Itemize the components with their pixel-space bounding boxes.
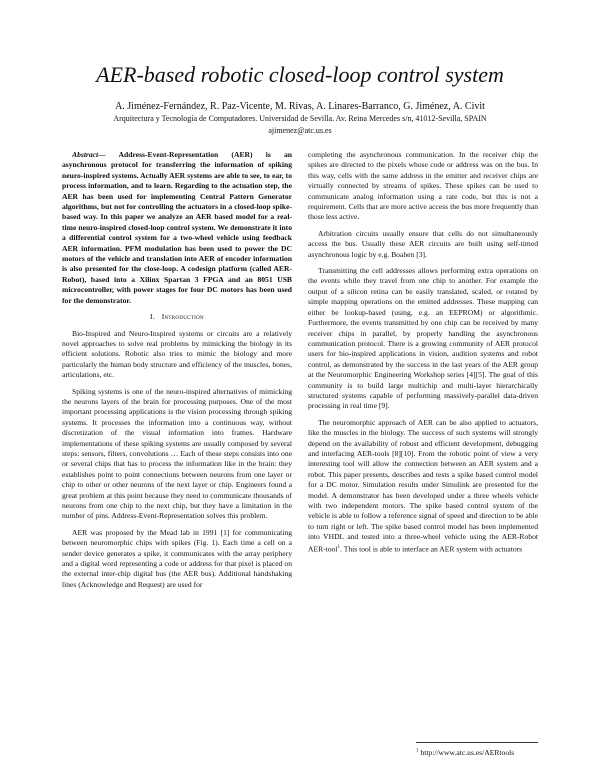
intro-paragraph-2: Spiking systems is one of the neuro-inspired alternatives of mimicking the neurons layers of the brain for processing purposes. One of the most important processing applications is the vision processing through spiking systems. It processes the information into a continuous way, without discretization of the visual information into frames. Hardware implementations of these spiking systems are usually composed by several steps: sensors, filters, convolutions … Each of these steps consists into one or several chips that has to process the information like in the brain: they establishes point to point connections between neurons from one layer or chip to other or other neurons of the next layer or chip. Engineers found a great problem at this point because they need to communicate thousands of neurons from one chip to the next chip, but they have a limitation in the number of pins. Address-Event-Representation solves this problem. bbox=[62, 386, 292, 521]
body-paragraph-2: Arbitration circuits usually ensure that cells do not simultaneously access the bus. Usually these AER circuits are built using self-timed asynchronous logic by e.g. Boahen [3]. bbox=[308, 228, 538, 259]
footnote-number: 1 bbox=[416, 748, 419, 754]
section-title: Introduction bbox=[161, 312, 204, 322]
body-paragraph-3: Transmitting the cell addresses allows performing extra operations on the events while they travel from one chip to another. For example the output of a silicon retina can be easily translated, scaled, or rotated by simple mapping operations on the emitted addresses. These mapping can either be lookup-based (using, e.g. an EEPROM) or algorithmic. Furthermore, the events transmitted by one chip can be received by many receiver chips in parallel, by properly handling the asynchronous communication protocol. There is a growing community of AER protocol users for bio-inspired applications in vision, audition systems and robot control, as demonstrated by the success in the last years of the AER group at the Neuromorphic Engineering Workshop series [4][5]. The goal of this community is to build large multichip and multi-layer hierarchically structured systems capable of performing massively-parallel data-driven processing in real time [9]. bbox=[308, 266, 538, 411]
abstract bbox=[62, 150, 292, 306]
intro-paragraph-1: Bio-Inspired and Neuro-Inspired systems or circuits are a relatively novel approaches to solve real problems by mimicking the biology in its efficient solutions. Robotic also tries to mimic the biology and more particularly the human body structure and efficiency of the muscles, bones, articulations, etc. bbox=[62, 328, 292, 380]
paper-title: AER-based robotic closed-loop control system bbox=[96, 62, 504, 87]
left-column bbox=[62, 150, 292, 596]
author-email[interactable]: ajimenez@atc.us.es bbox=[268, 126, 332, 135]
footnote-rule bbox=[416, 742, 538, 743]
footnote-marker-punct: . bbox=[340, 544, 342, 554]
affiliation: Arquitectura y Tecnología de Computadores. Universidad de Sevilla. Av. Reina Mercedes s/n, 41012-Sevilla, SPAIN bbox=[113, 114, 487, 123]
author-list: A. Jiménez-Fernández, R. Paz-Vicente, M. Rivas, A. Linares-Barranco, G. Jiménez, A. Civit bbox=[115, 101, 485, 112]
footnote-url[interactable]: http://www.atc.us.es/AERtools bbox=[420, 748, 515, 757]
footnote-marker: 1 bbox=[337, 544, 341, 550]
body-paragraph-5: This tool is able to interface an AER system with actuators bbox=[343, 544, 523, 554]
body-paragraph-4-text: The neuromorphic approach of AER can be also applied to actuators, like the muscles in the biology. The success of such systems will strongly depend on the availability of robust and efficient development, debugging and interfacing AER-tools [8][10]. From the robotic point of view a very interesting tool will allow the connection between an AER system and a robot. This paper presents, describes and tests a spike based control model for a DC motor. Simulation results under Simulink are presented for the model. A demonstrator has been developed under a three wheels vehicle with two independent motors. The spike based control system of the vehicle is able to follow a reference signal of speed and direction to be able to turn right or left. The spike based control model has been implemented into VHDL and tested into a three-wheel vehicle using the AER-Robot AER-tool bbox=[308, 417, 538, 554]
body-paragraph-1: completing the asynchronous communication. In the receiver chip the spikes are directed to the pixels whose code or address was on the bus. In this way, cells with the same address in the emitter and receiver chips are virtually connected by streams of spikes. These spikes can be used to communicate analog information using a rate code, but this is not a requirement. Cells that are more active access the bus more frequently than those less active. bbox=[308, 150, 538, 222]
intro-paragraph-3: AER was proposed by the Mead lab in 1991 [1] for communicating between neuromorphic chips with spikes (Fig. 1). Each time a cell on a sender device generates a spike, it communicates with the array periphery and a digital word representing a code or address for that pixel is placed on the external inter-chip digital bus (the AER bus). Additional handshaking lines (Acknowledge and Request) are used for bbox=[62, 527, 292, 589]
abstract-lead: Abstract— bbox=[72, 150, 106, 159]
footnote bbox=[416, 748, 514, 757]
abstract-text: Address-Event-Representation (AER) is an asynchronous protocol for transferring the information of spiking neuro-inspired systems. Actually AER systems are able to see, to ear, to process information, and to learn. Regarding to the actuation step, the AER has been used for implementing Central Pattern Generator algorithms, but not for controlling the actuators in a closed-loop spike-based way. In this paper we analyze an AER based model for a real-time neuro-inspired closed-loop control system. We demonstrate it into a differential control system for a two-wheel vehicle using feedback AER information. PFM modulation has been used to power the DC motors of the vehicle and translation into AER of encoder information is also presented for the close-loop. A codesign platform (called AER-Robot), based into a Xilinx Spartan 3 FPGA and an 8051 USB microcontroller, with power stages for four DC motors has been used for the demonstrator. bbox=[62, 150, 292, 305]
section-number: I. bbox=[150, 312, 156, 322]
section-heading bbox=[62, 312, 292, 322]
body-paragraph-4 bbox=[308, 418, 538, 555]
right-column bbox=[308, 150, 538, 561]
